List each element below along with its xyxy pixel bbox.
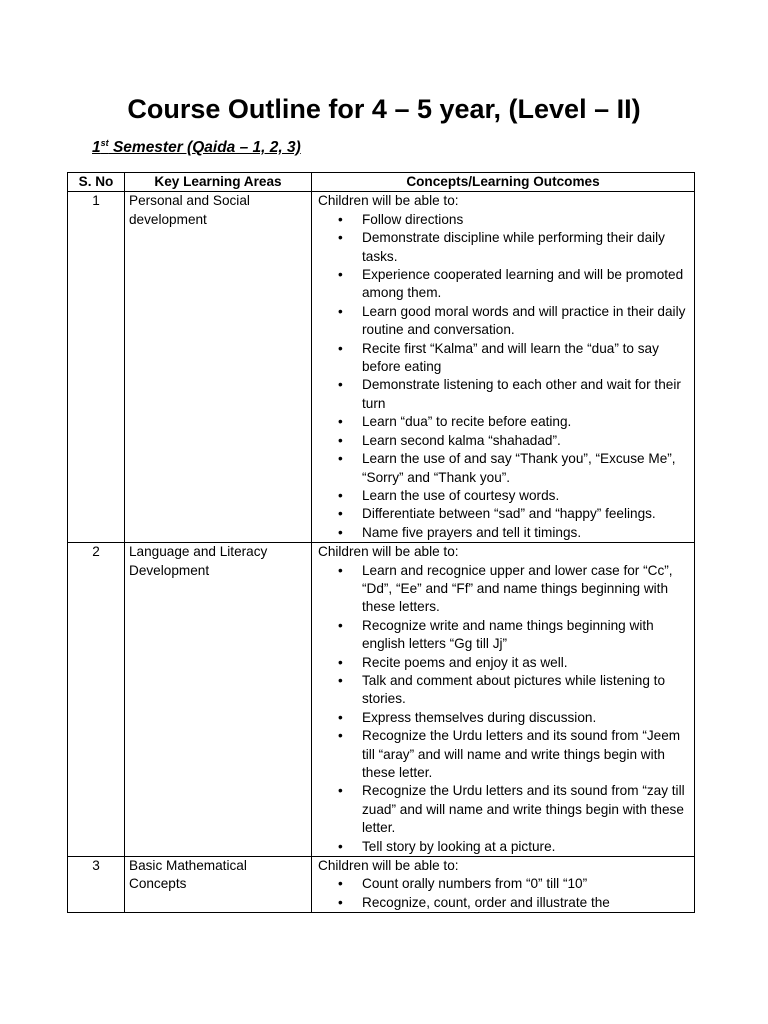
outcomes-intro: Children will be able to: bbox=[318, 193, 459, 209]
list-item: • Count orally numbers from “0” till “10” bbox=[362, 875, 690, 893]
list-item: • Demonstrate listening to each other and wait for their turn bbox=[362, 376, 690, 413]
semester-heading bbox=[92, 138, 301, 158]
list-item: • Experience cooperated learning and will be promoted among them. bbox=[362, 266, 690, 303]
list-item: • Learn “dua” to recite before eating. bbox=[362, 413, 690, 431]
outcomes-intro: Children will be able to: bbox=[318, 544, 459, 560]
table-row bbox=[68, 857, 695, 913]
row-sno: 1 bbox=[68, 192, 125, 543]
list-item: • Recognize the Urdu letters and its sound from “Jeem till “aray” and will name and write things begin with these letter. bbox=[362, 727, 690, 782]
list-item: • Talk and comment about pictures while listening to stories. bbox=[362, 672, 690, 709]
list-item: • Follow directions bbox=[362, 211, 690, 229]
semester-text: Semester (Qaida – 1, 2, 3) bbox=[108, 139, 301, 156]
row-area: Language and Literacy Development bbox=[125, 543, 312, 857]
list-item: • Recite first “Kalma” and will learn the “dua” to say before eating bbox=[362, 340, 690, 377]
list-item: • Express themselves during discussion. bbox=[362, 709, 690, 727]
list-item: • Differentiate between “sad” and “happy” feelings. bbox=[362, 505, 690, 523]
outcomes-intro: Children will be able to: bbox=[318, 858, 459, 874]
row-outcomes bbox=[312, 192, 695, 543]
course-outline-table bbox=[67, 172, 695, 913]
row-sno: 3 bbox=[68, 857, 125, 913]
list-item: • Learn and recognice upper and lower case for “Cc”, “Dd”, “Ee” and “Ff” and name things beginning with these letters. bbox=[362, 562, 690, 617]
outcomes-list bbox=[318, 562, 690, 857]
header-sno: S. No bbox=[68, 173, 125, 192]
list-item: • Recognize the Urdu letters and its sound from “zay till zuad” and will name and write things begin with these letter. bbox=[362, 782, 690, 837]
row-area: Basic Mathematical Concepts bbox=[125, 857, 312, 913]
header-key-learning-areas: Key Learning Areas bbox=[125, 173, 312, 192]
row-sno: 2 bbox=[68, 543, 125, 857]
row-area: Personal and Social development bbox=[125, 192, 312, 543]
list-item: • Learn the use of courtesy words. bbox=[362, 487, 690, 505]
table-header-row bbox=[68, 173, 695, 192]
list-item: • Recognize write and name things beginning with english letters “Gg till Jj” bbox=[362, 617, 690, 654]
list-item: • Recognize, count, order and illustrate the bbox=[362, 894, 690, 912]
table-row bbox=[68, 192, 695, 543]
list-item: • Learn second kalma “shahadad”. bbox=[362, 432, 690, 450]
table-row bbox=[68, 543, 695, 857]
list-item: • Learn good moral words and will practice in their daily routine and conversation. bbox=[362, 303, 690, 340]
outcomes-list bbox=[318, 211, 690, 542]
list-item: • Tell story by looking at a picture. bbox=[362, 838, 690, 856]
semester-number: 1 bbox=[92, 139, 101, 156]
list-item: • Recite poems and enjoy it as well. bbox=[362, 654, 690, 672]
row-outcomes bbox=[312, 857, 695, 913]
header-learning-outcomes: Concepts/Learning Outcomes bbox=[312, 173, 695, 192]
row-outcomes bbox=[312, 543, 695, 857]
outcomes-list bbox=[318, 875, 690, 912]
page-title: Course Outline for 4 – 5 year, (Level – II) bbox=[127, 94, 641, 124]
semester-ordinal-suffix: st bbox=[100, 138, 109, 148]
list-item: • Demonstrate discipline while performing their daily tasks. bbox=[362, 229, 690, 266]
list-item: • Learn the use of and say “Thank you”, “Excuse Me”, “Sorry” and “Thank you”. bbox=[362, 450, 690, 487]
list-item: • Name five prayers and tell it timings. bbox=[362, 524, 690, 542]
